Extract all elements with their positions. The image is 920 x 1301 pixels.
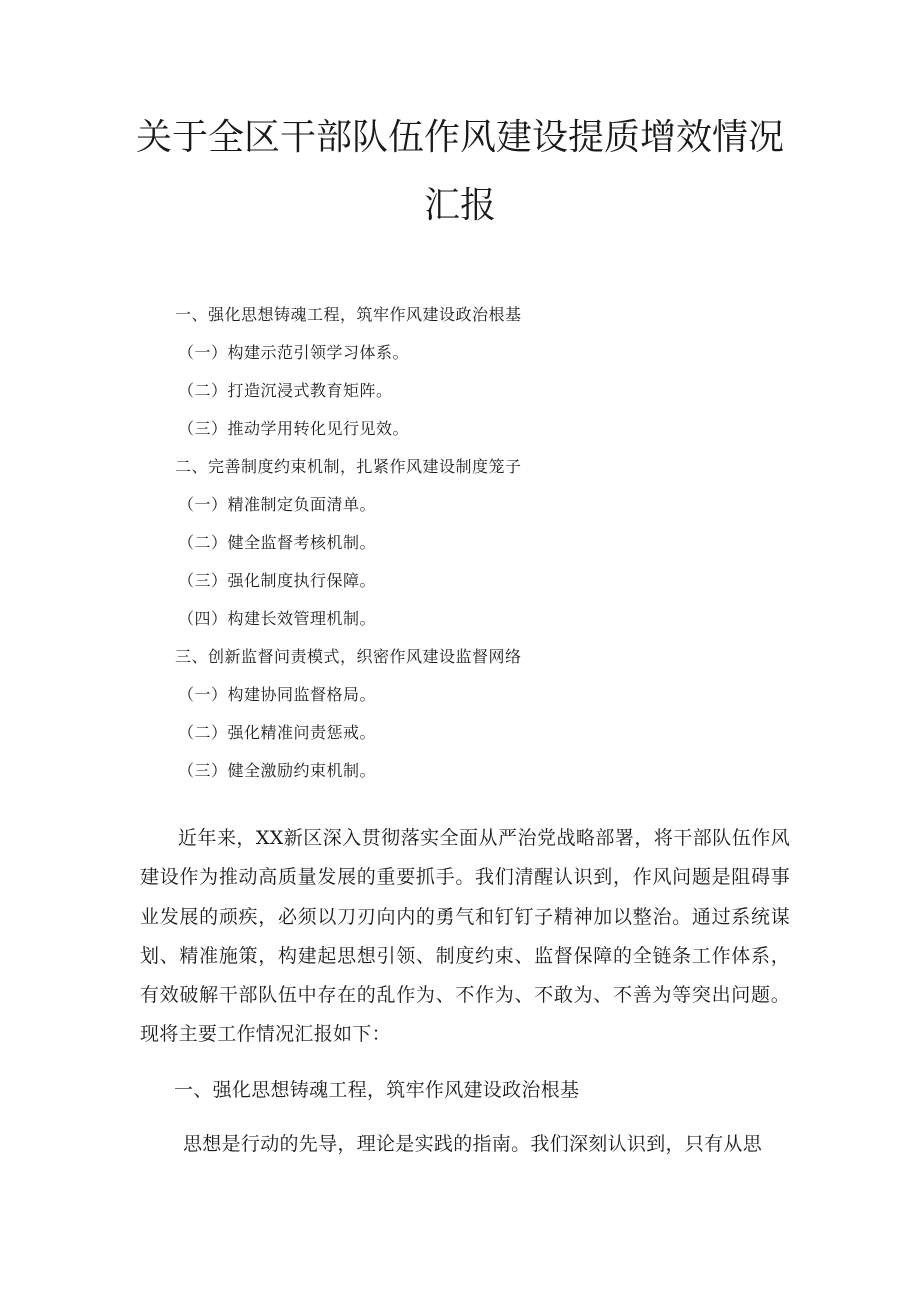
outline-item: （四）构建长效管理机制。 bbox=[178, 609, 377, 628]
outline-item: （一）构建示范引领学习体系。 bbox=[178, 343, 410, 362]
document-title-line-2: 汇报 bbox=[423, 185, 496, 226]
outline-item: （一）构建协同监督格局。 bbox=[178, 685, 377, 704]
outline-item: （二）强化精准问责惩戒。 bbox=[178, 723, 377, 742]
outline-item: （三）强化制度执行保障。 bbox=[178, 571, 377, 590]
outline-item: （三）推动学用转化见行见效。 bbox=[178, 419, 410, 438]
outline-item: （一）精准制定负面清单。 bbox=[178, 495, 377, 514]
outline-item: （二）打造沉浸式教育矩阵。 bbox=[178, 381, 393, 400]
intro-paragraph: 近年来，XX新区深入贯彻落实全面从严治党战略部署，将干部队伍作风建设作为推动高质量发展的重要抓手。我们清醒认识到，作风问题是阻碍事业发展的顽疾，必须以刀刃向内的勇气和钉钉子精神加以整治。通过系统谋划、精准施策，构建起思想引领、制度约束、监督保障的全链条工作体系，有效破解干部队伍中存在的乱作为、不作为、不敢为、不善为等突出问题。现将主要工作情况汇报如下： bbox=[140, 827, 790, 1046]
section-heading: 一、强化思想铸魂工程，筑牢作风建设政治根基 bbox=[174, 1079, 580, 1101]
outline-heading: 一、强化思想铸魂工程，筑牢作风建设政治根基 bbox=[175, 305, 522, 324]
outline-list bbox=[175, 296, 815, 790]
outline-item: （二）健全监督考核机制。 bbox=[178, 533, 377, 552]
document-title-line-1: 关于全区干部队伍作风建设提质增效情况 bbox=[135, 117, 784, 158]
section-paragraph: 思想是行动的先导，理论是实践的指南。我们深刻认识到，只有从思 bbox=[183, 1133, 763, 1155]
outline-heading: 三、创新监督问责模式，织密作风建设监督网络 bbox=[175, 647, 522, 666]
outline-heading: 二、完善制度约束机制，扎紧作风建设制度笼子 bbox=[175, 457, 522, 476]
outline-item: （三）健全激励约束机制。 bbox=[178, 761, 377, 780]
